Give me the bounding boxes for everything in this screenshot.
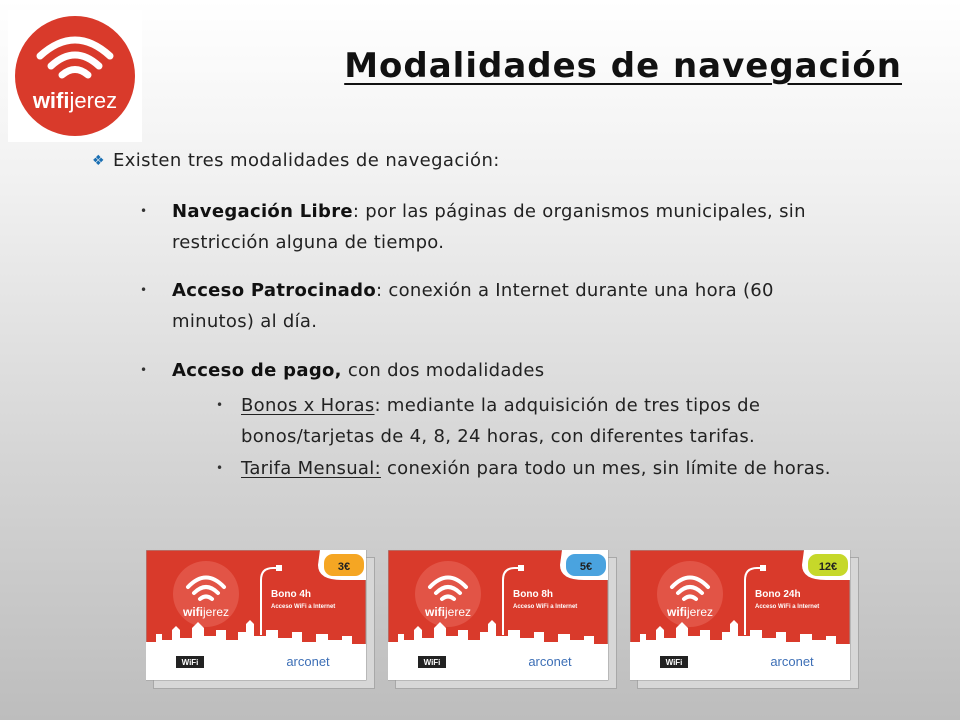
card-wifi-mark: WiFi [665,658,683,667]
item-label: Acceso Patrocinado [172,280,376,301]
sublist-item-tarifa-mensual [216,453,856,484]
item-text: con dos modalidades [341,360,545,381]
card-bono-label: Bono 24h [755,589,801,600]
item-label: Acceso de pago, [172,360,342,381]
bono-card-8h [388,550,610,682]
card-subtitle: Acceso WiFi a Internet [755,604,820,610]
intro-line [92,150,500,171]
subitem-text: : mediante la adquisición de tres tipos de bonos/tarjetas de 4, 8, 24 horas, con diferentes tarifas. [241,395,761,447]
logo-text-brand: jerez [69,88,118,113]
svg-text:wifijerez [424,605,471,619]
bullet-dot-icon: • [140,283,148,297]
card-wifi-mark: WiFi [423,658,441,667]
card-brand-accent: jerez [686,605,714,619]
wifi-logo-icon [8,10,142,142]
card-price: 12€ [818,561,838,573]
card-vendor: arconet [770,654,814,669]
card-price: 3€ [337,561,351,573]
subitem-label: Bonos x Horas [241,395,375,416]
card-wifi-mark: WiFi [181,658,199,667]
card-brand-main: wifi [182,605,203,619]
card-brand-accent: jerez [444,605,472,619]
bono-card-image [388,550,610,682]
subitem-text: conexión para todo un mes, sin límite de horas. [380,458,831,479]
bono-card-24h [630,550,852,682]
bullet-dot-icon: • [216,461,224,475]
bono-card-4h [146,550,368,682]
card-bono-label: Bono 4h [271,589,311,600]
bono-card-image [630,550,852,682]
list-item-navegacion-libre [140,196,860,258]
svg-text:wifijerez [666,605,713,619]
intro-text: Existen tres modalidades de navegación: [112,150,500,171]
card-brand-main: wifi [424,605,445,619]
item-text: : conexión a Internet durante una hora (60 minutos) al día. [172,280,774,332]
card-brand-main: wifi [666,605,687,619]
item-label: Navegación Libre [172,201,353,222]
sublist-item-bonos [216,390,856,452]
bono-card-image [146,550,368,682]
card-vendor: arconet [528,654,572,669]
page-title: Modalidades de navegación [344,46,902,86]
list-item-acceso-patrocinado [140,275,860,337]
wifijerez-logo [8,10,142,142]
card-vendor: arconet [286,654,330,669]
card-brand-accent: jerez [202,605,230,619]
svg-text:wifijerez [182,605,229,619]
bullet-dot-icon: • [140,363,148,377]
diamond-bullet-icon: ❖ [92,153,105,169]
subitem-label: Tarifa Mensual: [241,458,381,479]
card-bono-label: Bono 8h [513,589,553,600]
card-price: 5€ [579,561,593,573]
svg-text:wifijerez [32,88,117,113]
item-text: : por las páginas de organismos municipales, sin restricción alguna de tiempo. [172,201,806,253]
bullet-dot-icon: • [140,204,148,218]
list-item-acceso-de-pago [140,355,860,386]
logo-text-main: wifi [32,88,70,113]
card-subtitle: Acceso WiFi a Internet [271,604,336,610]
card-subtitle: Acceso WiFi a Internet [513,604,578,610]
bullet-dot-icon: • [216,398,224,412]
